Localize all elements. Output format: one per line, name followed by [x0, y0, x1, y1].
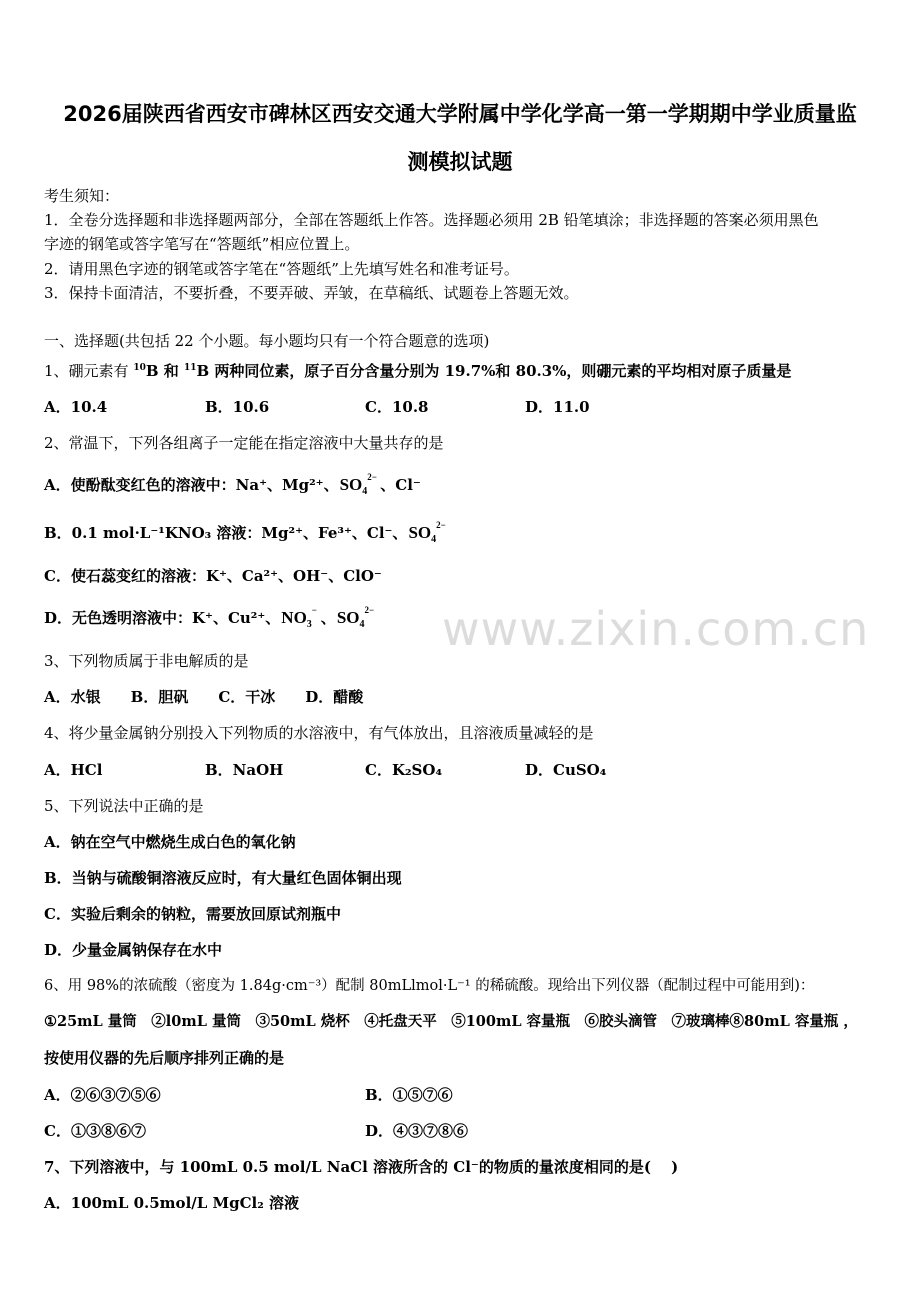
q1-option-b: B．10.6 [205, 398, 270, 416]
notice-item-1a: 1．全卷分选择题和非选择题两部分，全部在答题纸上作答。选择题必须用 2B 铅笔填涂；非选择题的答案必须用黑色 [44, 211, 819, 229]
exam-title-line1: 2026届陕西省西安市碑林区西安交通大学附属中学化学高一第一学期期中学业质量监 [63, 102, 857, 126]
q7-option-a: A．100mL 0.5mol/L MgCl₂ 溶液 [44, 1194, 300, 1212]
question-1-stem: 1、硼元素有 $^{10}$B 和 $^{11}$B 两种同位素，原子百分含量分别为 19.7%和 80.3%，则硼元素的平均相对原子质量是 [44, 362, 792, 380]
q1-option-a: A．10.4 [44, 398, 108, 416]
question-5-stem: 5、下列说法中正确的是 [44, 797, 204, 815]
q6-option-d: D．④③⑦⑧⑥ [365, 1122, 469, 1140]
q6-instruments: ①25mL 量筒 ②l0mL 量筒 ③50mL 烧杯 ④托盘天平 ⑤100mL 容量瓶 ⑥胶头滴管 ⑦玻璃棒⑧80mL 容量瓶 ， [44, 1013, 858, 1030]
q4-option-b: B．NaOH [205, 761, 284, 779]
question-3-stem: 3、下列物质属于非电解质的是 [44, 652, 249, 670]
sulfate-ion: $SO_4$ 2− [408, 520, 446, 545]
q5-option-b: B．当钠与硫酸铜溶液反应时，有大量红色固体铜出现 [44, 869, 402, 887]
q5-option-c: C．实验后剩余的钠粒，需要放回原试剂瓶中 [44, 905, 341, 923]
q6-option-b: B．①⑤⑦⑥ [365, 1086, 453, 1104]
q2-option-d: D．无色透明溶液中：K⁺、Cu²⁺、$NO_3$ − 、$SO_4$ 2− [44, 608, 366, 635]
q5-option-a: A．钠在空气中燃烧生成白色的氧化钠 [44, 833, 296, 851]
notice-item-2: 2．请用黑色字迹的钢笔或答字笔在“答题纸”上先填写姓名和准考证号。 [44, 260, 519, 278]
nitrate-ion: $NO_3$ − [281, 605, 317, 630]
q1-option-d: D．11.0 [525, 398, 590, 416]
notice-item-3: 3．保持卡面清洁，不要折叠，不要弄破、弄皱，在草稿纸、试题卷上答题无效。 [44, 284, 579, 302]
q5-option-d: D．少量金属钠保存在水中 [44, 941, 223, 959]
q4-option-c: C．K₂SO₄ [365, 761, 443, 779]
q1-option-c: C．10.8 [365, 398, 429, 416]
q2-option-c: C．使石蕊变红的溶液：K⁺、Ca²⁺、OH⁻、ClO⁻ [44, 567, 382, 585]
q4-option-a: A．HCl [44, 761, 103, 779]
section-heading: 一、选择题(共包括 22 个小题。每小题均只有一个符合题意的选项) [44, 332, 490, 350]
question-2-stem: 2、常温下，下列各组离子一定能在指定溶液中大量共存的是 [44, 434, 444, 452]
q2-option-a: A．使酚酞变红色的溶液中：Na⁺、Mg²⁺、$SO_4$ 2− 、Cl⁻ [44, 475, 421, 502]
notice-heading: 考生须知： [44, 187, 120, 205]
q6-option-a: A．②⑥③⑦⑤⑥ [44, 1086, 161, 1104]
question-7-stem: 7、下列溶液中，与 100mL 0.5 mol/L NaCl 溶液所含的 Cl⁻的物质的量浓度相同的是( ) [44, 1158, 679, 1176]
question-6-stem2: 按使用仪器的先后顺序排列正确的是 [44, 1049, 285, 1067]
q3-options: A．水银 B．胆矾 C．干冰 D．醋酸 [44, 688, 364, 706]
question-6-stem: 6、用 98%的浓硫酸（密度为 1.84g·cm⁻³）配制 80mLlmol·L⁻¹ 的稀硫酸。现给出下列仪器（配制过程中可能用到)： [44, 978, 815, 994]
sulfate-ion: $SO_4$ 2− [339, 472, 377, 497]
notice-item-1b: 字迹的钢笔或答字笔写在“答题纸”相应位置上。 [44, 235, 360, 253]
exam-title-line2: 测模拟试题 [407, 150, 513, 174]
q4-option-d: D．CuSO₄ [525, 761, 607, 779]
sulfate-ion: $SO_4$ 2− [336, 605, 375, 630]
watermark: www.zixin.com.cn [442, 602, 870, 656]
question-4-stem: 4、将少量金属钠分别投入下列物质的水溶液中，有气体放出，且溶液质量减轻的是 [44, 724, 594, 742]
q6-option-c: C．①③⑧⑥⑦ [44, 1122, 146, 1140]
q2-option-b: B．0.1 mol·L⁻¹KNO₃ 溶液：Mg²⁺、Fe³⁺、Cl⁻、$SO_4$ 2− [44, 523, 437, 550]
